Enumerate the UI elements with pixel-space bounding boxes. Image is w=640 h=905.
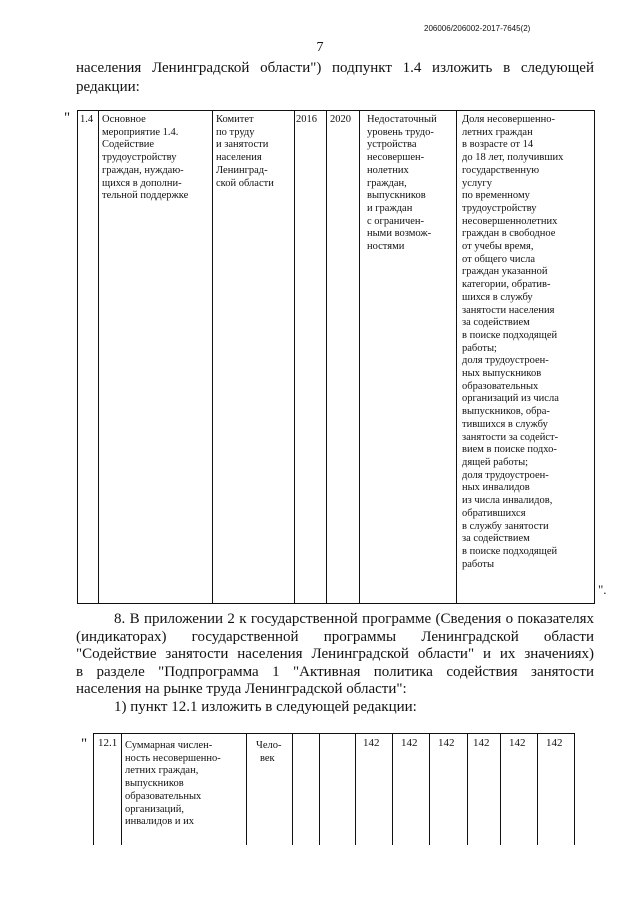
table1-indicator-line: доля трудоустроен- — [462, 355, 549, 367]
table1-indicator-line: ных выпускников — [462, 368, 542, 380]
table2-value-cell: 142 — [473, 737, 490, 749]
table1-risk-line: уровень трудо- — [367, 126, 434, 138]
table2-value-cell: 142 — [546, 737, 563, 749]
paragraph-8-item: 1) пункт 12.1 изложить в следующей редакции: — [114, 698, 417, 715]
table1-risk-line: устройства — [367, 139, 417, 151]
table1-name-line: мероприятие 1.4. — [102, 126, 179, 138]
table1-indicator-line: от учебы время, — [462, 241, 534, 253]
table1-indicator-line: по временному — [462, 190, 530, 202]
intro-line-1: населения Ленинградской области") подпункт 1.4 изложить в следующей — [76, 60, 594, 76]
table1-executor — [216, 114, 292, 190]
table2-name-line: инвалидов и их — [125, 816, 194, 828]
table1-risk-line: ностями — [367, 241, 405, 253]
table1-executor-line: населения — [216, 152, 262, 164]
intro-paragraph — [76, 59, 594, 97]
table1-close-quote: ". — [598, 582, 607, 597]
table1-name-line: Основное — [102, 114, 146, 125]
table1-name-line: трудоустройству — [102, 152, 177, 164]
table1-name-line: тельной поддержке — [102, 190, 189, 202]
page-number: 7 — [316, 40, 324, 55]
table1-risks — [367, 114, 455, 254]
table1-indicator-line: в службу занятости — [462, 520, 549, 532]
table1-indicator-line: за содействием — [462, 533, 530, 545]
table2-value-cell: 142 — [401, 737, 418, 749]
table1-year-end: 2020 — [330, 114, 351, 125]
table1-indicator-line: граждан в свободное — [462, 228, 556, 240]
table1-name-line: щихся в дополни- — [102, 177, 182, 189]
table1-risk-line: несовершен- — [367, 152, 425, 164]
table1-indicator-line: в поиске подходящей — [462, 329, 558, 341]
table2-name-line: выпускников — [125, 778, 184, 790]
table2-value-cell: 142 — [363, 737, 380, 749]
table2-name-line: Суммарная числен- — [125, 740, 213, 751]
table1-executor-line: Комитет — [216, 114, 254, 125]
table1-indicator-line: до 18 лет, получивших — [462, 152, 564, 164]
paragraph-8-line: населения на рынке труда Ленинградской области": — [76, 681, 407, 698]
table1-indicator-line: услугу — [462, 177, 492, 189]
table1-risk-line: граждан, — [367, 177, 407, 189]
table1-indicator-line: доля трудоустроен- — [462, 469, 549, 481]
table1-indicator-line: из числа инвалидов, — [462, 495, 553, 507]
table1-risk-line: с ограничен- — [367, 215, 425, 227]
table2-name-line: организаций, — [125, 803, 184, 815]
table1-indicator-line: трудоустройству — [462, 202, 537, 214]
table1-indicator-line: занятости населения — [462, 304, 555, 316]
paragraph-8-line: 8. В приложении 2 к государственной программе (Сведения о показателях — [114, 611, 594, 627]
table1-measure-name — [102, 114, 210, 203]
table1-risk-line: Недостаточный — [367, 114, 437, 125]
table2-open-quote: " — [81, 736, 88, 752]
table2-unit-line: Чело- — [256, 740, 282, 751]
table1-indicator-line: несовершеннолетних — [462, 215, 558, 227]
table1-indicator-line: шихся в службу — [462, 291, 533, 303]
table1-indicator-line: категории, обратив- — [462, 279, 551, 291]
table1-indicator-line: занятости за содейст- — [462, 431, 559, 443]
table1-risk-line: ными возмож- — [367, 228, 432, 240]
table2-row-number: 12.1 — [98, 737, 118, 749]
table1-indicator-line: от общего числа — [462, 253, 536, 265]
table1-indicator-line: Доля несовершенно- — [462, 114, 555, 125]
intro-line-2: редакции: — [76, 79, 140, 95]
table2-indicator-name — [125, 740, 245, 829]
table1-row-number: 1.4 — [80, 114, 94, 125]
table1-indicator-line: обратившихся — [462, 507, 526, 519]
table2-unit — [256, 740, 281, 765]
table2-name-line: образовательных — [125, 790, 202, 802]
table2-name-line: ность несовершенно- — [125, 752, 221, 764]
table1-indicator-line: дящей работы; — [462, 456, 529, 468]
paragraph-8-line: "Содействие занятости населения Ленинградской области" и их значениях) — [76, 646, 594, 663]
table1-risk-line: и граждан — [367, 202, 413, 214]
table1-indicator-line: в поиске подходящей — [462, 545, 558, 557]
table2-name-line: летних граждан, — [125, 765, 199, 777]
table2-value-cell: 142 — [509, 737, 526, 749]
table1-executor-line: Ленинград- — [216, 164, 268, 176]
table1-risk-line: выпускников — [367, 190, 426, 202]
table1-indicator-line: летних граждан — [462, 126, 533, 138]
table1-indicator-line: организаций из числа — [462, 393, 559, 405]
paragraph-8 — [76, 611, 594, 717]
table1-indicator-line: ных инвалидов — [462, 482, 530, 494]
table1-open-quote: " — [64, 110, 71, 126]
table2-value-cell: 142 — [438, 737, 455, 749]
table1-indicator-line: за содействием — [462, 317, 530, 329]
table2-unit-line: век — [260, 752, 275, 764]
table1-indicator-line: работы; — [462, 342, 497, 354]
table1-executor-line: ской области — [216, 177, 274, 189]
table1-indicator-line: работы — [462, 558, 495, 570]
table1-indicator-line: в возрасте от 14 — [462, 139, 534, 151]
table1-name-line: граждан, нуждаю- — [102, 164, 184, 176]
table1-indicators — [462, 114, 592, 571]
table1-indicator-line: граждан указанной — [462, 266, 548, 278]
paragraph-8-line: в разделе "Подпрограмма 1 "Активная политика содействия занятости — [76, 663, 594, 680]
table1-indicator-line: образовательных — [462, 380, 539, 392]
table1-risk-line: нолетних — [367, 164, 409, 176]
document-id: 206006/206002-2017-7645(2) — [424, 24, 531, 33]
table1-executor-line: по труду — [216, 126, 255, 138]
paragraph-8-line: (индикаторах) государственной программы Ленинградской области — [76, 628, 594, 645]
table1-indicator-line: тившихся в службу — [462, 418, 548, 430]
table1-indicator-line: вием в поиске подхо- — [462, 444, 557, 456]
table1-indicator-line: выпускников, обра- — [462, 406, 550, 418]
table1-executor-line: и занятости — [216, 139, 269, 151]
table1-indicator-line: государственную — [462, 164, 540, 176]
table1-year-start: 2016 — [296, 114, 317, 125]
table1-name-line: Содействие — [102, 139, 155, 151]
